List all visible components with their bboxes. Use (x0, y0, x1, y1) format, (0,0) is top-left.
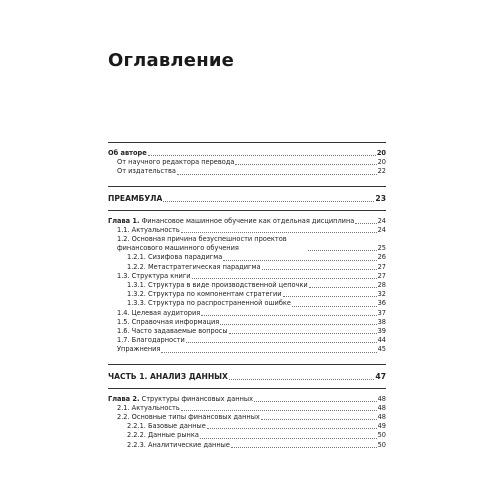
toc-entry-title: 2.2.1. Базовые данные (127, 422, 206, 431)
toc-entry-page: 44 (377, 336, 386, 345)
page-title: Оглавление (108, 50, 235, 71)
toc-entry-title: 1.2.2. Метастратегическая парадигма (127, 262, 261, 271)
toc-entry-page: 25 (377, 244, 386, 253)
toc-entry-title: 1.3.1. Структура в виде производственной цепочки (127, 281, 308, 290)
toc-entry[interactable] (108, 318, 386, 327)
toc-entry-page: 36 (377, 299, 386, 308)
toc-entry[interactable] (108, 235, 386, 253)
toc-entry-title: 1.7. Благодарности (117, 336, 185, 345)
toc-entry-page: 27 (377, 271, 386, 280)
toc-entry[interactable] (108, 167, 386, 176)
toc-entry-title: 2.2.3. Аналитические данные (127, 440, 230, 449)
toc-entry[interactable] (108, 309, 386, 318)
toc-entry-title: 2.1. Актуальность (117, 403, 180, 412)
toc-entry-chapter-2[interactable]: Глава 2. Структуры финансовых данных 48 (108, 394, 386, 403)
toc-entry-page: 20 (377, 158, 386, 167)
front-matter (108, 149, 386, 177)
toc-entry[interactable] (108, 413, 386, 422)
toc-entry[interactable] (108, 158, 386, 167)
toc-entry[interactable] (108, 422, 386, 431)
toc-entry-title: 2.2.2. Данные рынка (127, 431, 199, 440)
toc-entry[interactable] (108, 299, 386, 308)
toc-entry-title: Об авторе (108, 149, 147, 157)
toc-entry[interactable] (108, 149, 386, 158)
toc-entry-page: 24 (377, 225, 386, 234)
toc-entry[interactable] (108, 404, 386, 413)
toc-entry-title: 2.2. Основные типы финансовых данных (117, 413, 260, 422)
toc-entry-title: 1.4. Целевая аудитория (117, 308, 201, 317)
toc-entry-page: 49 (377, 422, 386, 431)
toc-entry[interactable] (108, 290, 386, 299)
toc-entry-page: 50 (377, 440, 386, 449)
table-of-contents (108, 142, 386, 450)
toc-entry-title: 1.2. Основная причина безуспешности проектов финансового машинного обучения (117, 235, 287, 253)
toc-entry-title: От научного редактора перевода (117, 158, 235, 167)
toc-entry[interactable] (108, 345, 386, 354)
toc-entry-page: 37 (377, 308, 386, 317)
toc-entry[interactable] (108, 253, 386, 262)
toc-entry[interactable] (108, 327, 386, 336)
toc-entry-title: Упражнения (117, 345, 161, 354)
toc-entry[interactable] (108, 281, 386, 290)
toc-entry-page: 48 (377, 413, 386, 422)
toc-entry-title: 1.1. Актуальность (117, 225, 180, 234)
toc-entry-title: 1.3.3. Структура по распространенной ошибке (127, 299, 291, 308)
toc-entry-page: 27 (377, 262, 386, 271)
toc-entry-page: 28 (377, 281, 386, 290)
toc-entry[interactable] (108, 272, 386, 281)
toc-entry-page: 38 (377, 317, 386, 326)
toc-entry[interactable] (108, 263, 386, 272)
toc-entry-page: 50 (377, 431, 386, 440)
toc-entry-page: 20 (376, 149, 386, 157)
toc-entry-part-1[interactable]: ЧАСТЬ 1. АНАЛИЗ ДАННЫХ 47 (108, 371, 386, 381)
toc-entry-page: 32 (377, 290, 386, 299)
toc-entry-chapter-1[interactable]: Глава 1. Финансовое машинное обучение как отдельная дисциплина 24 (108, 216, 386, 225)
toc-entry-page: 22 (377, 167, 386, 176)
toc-entry-page: 39 (377, 327, 386, 336)
toc-entry[interactable] (108, 431, 386, 440)
toc-entry[interactable] (108, 441, 386, 450)
toc-entry[interactable] (108, 336, 386, 345)
toc-entry-title: 1.6. Часто задаваемые вопросы (117, 327, 228, 336)
toc-entry-preamble[interactable]: ПРЕАМБУЛА 23 (108, 193, 386, 203)
toc-entry-page: 26 (377, 253, 386, 262)
chapter-2-items (108, 404, 386, 450)
toc-entry-title: 1.3. Структура книги (117, 271, 191, 280)
toc-entry-title: 1.3.2. Структура по компонентам стратегии (127, 290, 282, 299)
toc-entry[interactable] (108, 226, 386, 235)
toc-entry-title: От издательства (117, 167, 176, 176)
toc-entry-page: 48 (377, 403, 386, 412)
toc-entry-title: 1.2.1. Сизифова парадигма (127, 253, 223, 262)
toc-entry-title: 1.5. Справочная информация (117, 317, 220, 326)
toc-entry-page: 45 (377, 345, 386, 354)
chapter-1-items (108, 226, 386, 355)
